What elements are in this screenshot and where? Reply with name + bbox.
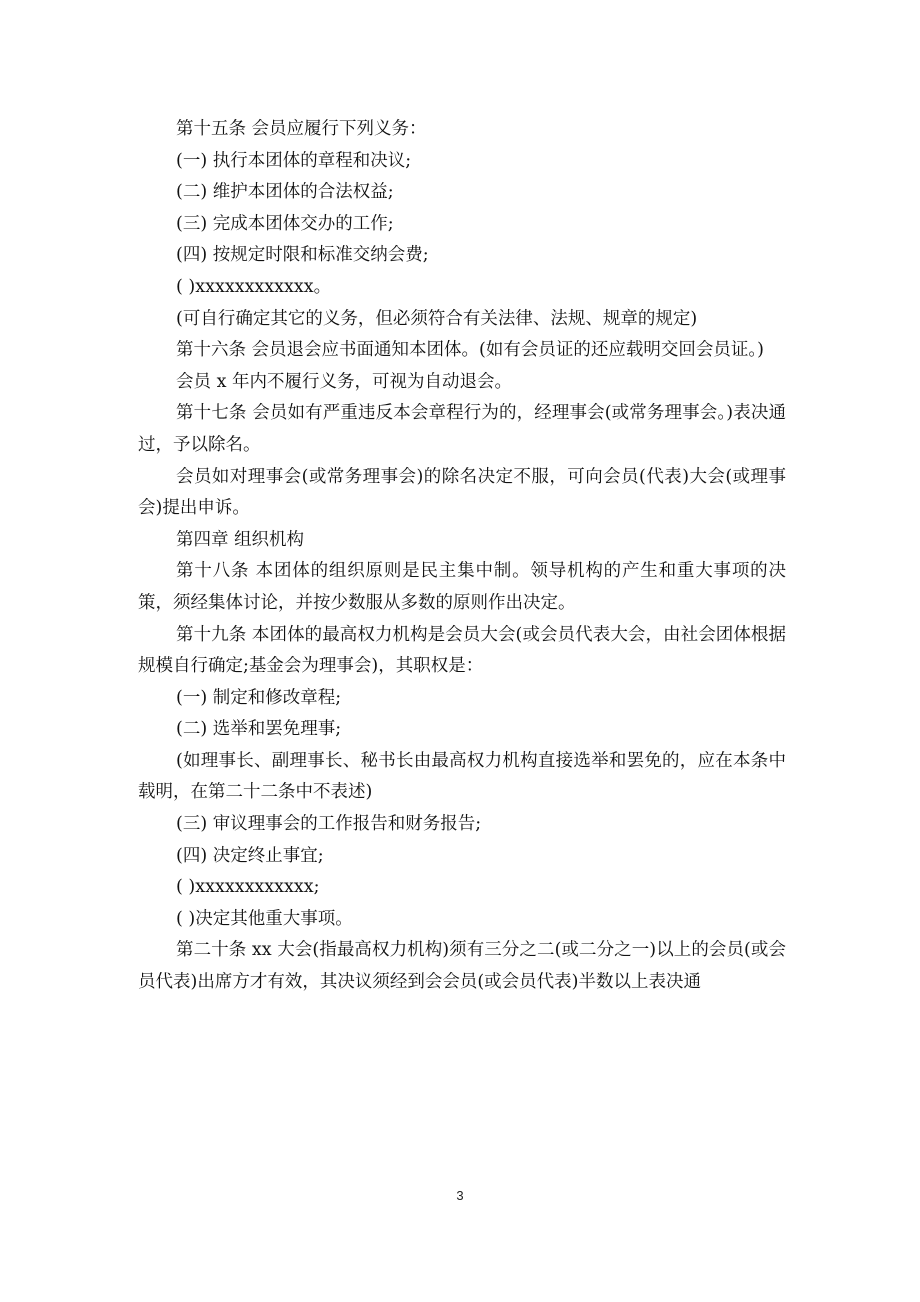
paragraph-article-15: 第十五条 会员应履行下列义务： — [176, 119, 427, 139]
document-body — [138, 114, 786, 999]
paragraph: 会员如对理事会(或常务理事会)的除名决定不服，可向会员(代表)大会(或理事会)提出申诉。 — [138, 466, 786, 519]
paragraph-article-16: 第十六条 会员退会应书面通知本团体。(如有会员证的还应载明交回会员证。) — [176, 340, 764, 361]
paragraph-article-17: 第十七条 会员如有严重违反本会章程行为的，经理事会(或常务理事会。)表决通过，予以除名。 — [138, 403, 786, 455]
page-number: 3 — [456, 1188, 464, 1203]
paragraph-item: ( )决定其他重大事项。 — [176, 908, 353, 929]
paragraph-note: (如理事长、副理事长、秘书长由最高权力机构直接选举和罢免的，应在本条中载明，在第二十二条中不表述) — [138, 750, 786, 803]
paragraph-item: (一) 制定和修改章程; — [176, 687, 342, 708]
paragraph-article-18: 第十八条 本团体的组织原则是民主集中制。领导机构的产生和重大事项的决策，须经集体讨论，并按少数服从多数的原则作出决定。 — [138, 561, 786, 613]
paragraph-item: (四) 决定终止事宜; — [176, 845, 324, 866]
paragraph-item: ( )xxxxxxxxxxxx; — [176, 877, 320, 898]
paragraph-article-20: 第二十条 xx 大会(指最高权力机构)须有三分之二(或二分之一)以上的会员(或会员代表)出席方才有效，其决议须经到会会员(或会员代表)半数以上表决通 — [138, 940, 786, 993]
paragraph-item: (四) 按规定时限和标准交纳会费; — [176, 245, 429, 266]
paragraph-item: (三) 审议理事会的工作报告和财务报告; — [176, 814, 482, 835]
paragraph: 会员 x 年内不履行义务，可视为自动退会。 — [176, 371, 512, 392]
paragraph-item: ( )xxxxxxxxxxxx。 — [176, 276, 332, 297]
chapter-heading: 第四章 组织机构 — [176, 529, 305, 550]
paragraph-item: (二) 维护本团体的合法权益; — [176, 182, 394, 203]
paragraph-item: (一) 执行本团体的章程和决议; — [176, 150, 412, 171]
paragraph-note: (可自行确定其它的义务，但必须符合有关法律、法规、规章的规定) — [176, 308, 698, 329]
paragraph-article-19: 第十九条 本团体的最高权力机构是会员大会(或会员代表大会，由社会团体根据规模自行确定;基金会为理事会)，其职权是： — [138, 624, 786, 677]
paragraph-item: (三) 完成本团体交办的工作; — [176, 213, 394, 234]
paragraph-item: (二) 选举和罢免理事; — [176, 719, 342, 740]
